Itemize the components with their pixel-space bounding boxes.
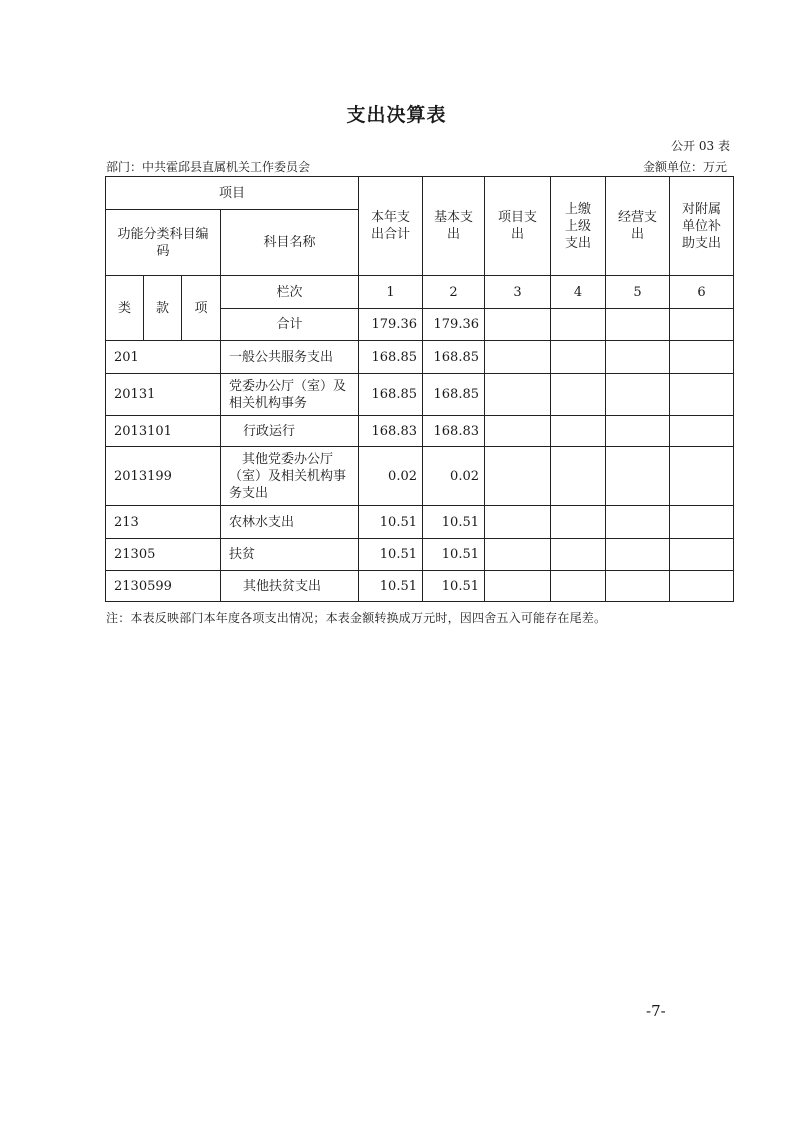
- header-col-basic: 基本支出: [423, 177, 485, 276]
- table-row: [106, 416, 734, 447]
- row-basic: 10.51: [423, 506, 485, 539]
- row-name: 党委办公厅（室）及相关机构事务: [221, 374, 359, 416]
- table-row: [106, 539, 734, 571]
- header-col-project: 项目支出: [485, 177, 551, 276]
- header-col-business: 经营支出: [606, 177, 670, 276]
- row-name: 扶贫: [221, 539, 359, 571]
- row-code: 20131: [106, 374, 221, 416]
- col-num-5: 5: [606, 276, 670, 309]
- header-lanci: 栏次: [221, 276, 359, 309]
- row-code: 2013199: [106, 447, 221, 506]
- row-name: 农林水支出: [221, 506, 359, 539]
- row-name: 其他扶贫支出: [221, 571, 359, 602]
- header-item: 项目: [106, 177, 359, 210]
- header-lei: 类: [106, 276, 144, 341]
- expenditure-table: [105, 176, 734, 602]
- table-row: [106, 341, 734, 374]
- table-row: [106, 447, 734, 506]
- row-basic: 168.83: [423, 416, 485, 447]
- row-total: 168.83: [359, 416, 423, 447]
- header-func-code: 功能分类科目编码: [106, 210, 221, 276]
- row-basic: 168.85: [423, 374, 485, 416]
- row-basic: 168.85: [423, 341, 485, 374]
- row-code: 21305: [106, 539, 221, 571]
- row-basic: 10.51: [423, 539, 485, 571]
- row-total: 10.51: [359, 539, 423, 571]
- department-label: 部门：中共霍邱县直属机关工作委员会: [106, 160, 311, 174]
- header-xiang: 项: [182, 276, 221, 341]
- header-col-subsidy: 对附属单位补助支出: [670, 177, 734, 276]
- row-code: 2130599: [106, 571, 221, 602]
- row-total: 168.85: [359, 374, 423, 416]
- row-code: 2013101: [106, 416, 221, 447]
- document-title: 支出决算表: [346, 104, 447, 126]
- row-total: 168.85: [359, 341, 423, 374]
- col-num-3: 3: [485, 276, 551, 309]
- col-num-2: 2: [423, 276, 485, 309]
- form-code: 公开 03 表: [671, 139, 730, 153]
- table-row: [106, 374, 734, 416]
- row-name: 行政运行: [221, 416, 359, 447]
- row-code: 213: [106, 506, 221, 539]
- header-col-total: 本年支出合计: [359, 177, 423, 276]
- col-num-6: 6: [670, 276, 734, 309]
- table-row: [106, 571, 734, 602]
- row-basic: 10.51: [423, 571, 485, 602]
- page-number: -7-: [646, 1002, 666, 1020]
- total-label: 合计: [221, 309, 359, 341]
- row-total: 10.51: [359, 506, 423, 539]
- footnote: 注：本表反映部门本年度各项支出情况；本表金额转换成万元时，因四舍五入可能存在尾差。: [106, 611, 607, 625]
- total-amount: 179.36: [359, 309, 423, 341]
- table-row: [106, 506, 734, 539]
- row-code: 201: [106, 341, 221, 374]
- row-basic: 0.02: [423, 447, 485, 506]
- col-num-1: 1: [359, 276, 423, 309]
- row-total: 0.02: [359, 447, 423, 506]
- row-total: 10.51: [359, 571, 423, 602]
- amount-unit-label: 金额单位：万元: [642, 160, 727, 174]
- header-kuan: 款: [144, 276, 182, 341]
- total-basic: 179.36: [423, 309, 485, 341]
- row-name: 一般公共服务支出: [221, 341, 359, 374]
- header-col-upper: 上缴上级支出: [551, 177, 606, 276]
- col-num-4: 4: [551, 276, 606, 309]
- header-subject-name: 科目名称: [221, 210, 359, 276]
- row-name: 其他党委办公厅（室）及相关机构事务支出: [221, 447, 359, 506]
